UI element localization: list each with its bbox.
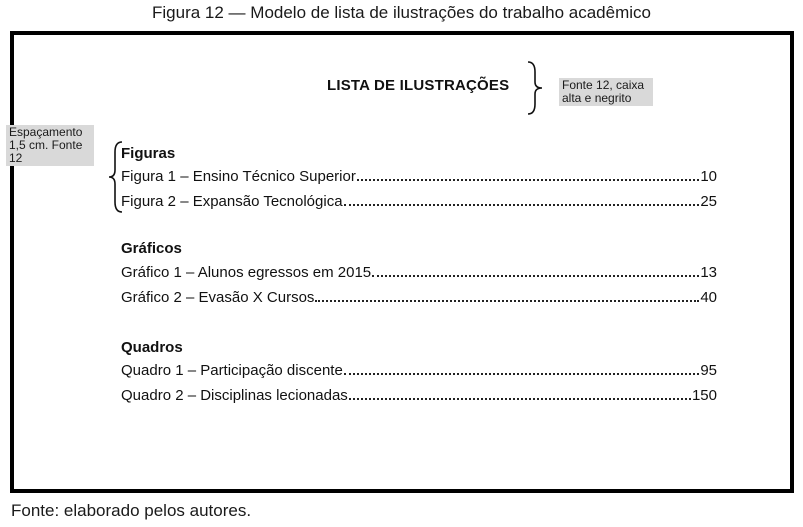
entry-label: Gráfico 2 – Evasão X Cursos	[121, 289, 315, 306]
entry-page: 10	[700, 168, 717, 185]
entry-label: Quadro 2 – Disciplinas lecionadas	[121, 387, 348, 404]
entry-page: 95	[700, 362, 717, 379]
document-frame	[10, 31, 794, 493]
list-entry	[121, 264, 717, 281]
entry-label: Gráfico 1 – Alunos egressos em 2015	[121, 264, 372, 281]
dot-leader	[372, 275, 699, 277]
dot-leader	[344, 373, 700, 375]
title-format-note: Fonte 12, caixa alta e negrito	[559, 78, 653, 106]
list-entry	[121, 387, 717, 404]
entry-label: Figura 2 – Expansão Tecnológica	[121, 193, 343, 210]
title-brace-icon	[526, 60, 544, 116]
source-note: Fonte: elaborado pelos autores.	[11, 501, 252, 520]
section-heading-figuras: Figuras	[121, 145, 176, 162]
entry-page: 13	[700, 264, 717, 281]
entry-page: 150	[691, 387, 717, 404]
entry-label: Figura 1 – Ensino Técnico Superior	[121, 168, 356, 185]
list-entry	[121, 193, 717, 210]
entry-page: 40	[700, 289, 717, 306]
entry-label: Quadro 1 – Participação discente	[121, 362, 343, 379]
section-heading-quadros: Quadros	[121, 339, 183, 356]
entry-page: 25	[700, 193, 717, 210]
dot-leader	[315, 300, 699, 302]
list-entry	[121, 168, 717, 185]
figure-caption: Figura 12 — Modelo de lista de ilustrações do trabalho acadêmico	[152, 3, 651, 22]
dot-leader	[344, 204, 700, 206]
list-title: LISTA DE ILUSTRAÇÕES	[327, 77, 510, 94]
dot-leader	[357, 179, 699, 181]
list-entry	[121, 362, 717, 379]
spacing-format-note: Espaçamento 1,5 cm. Fonte 12	[6, 125, 94, 166]
dot-leader	[349, 398, 691, 400]
section-heading-graficos: Gráficos	[121, 240, 182, 257]
list-entry	[121, 289, 717, 306]
